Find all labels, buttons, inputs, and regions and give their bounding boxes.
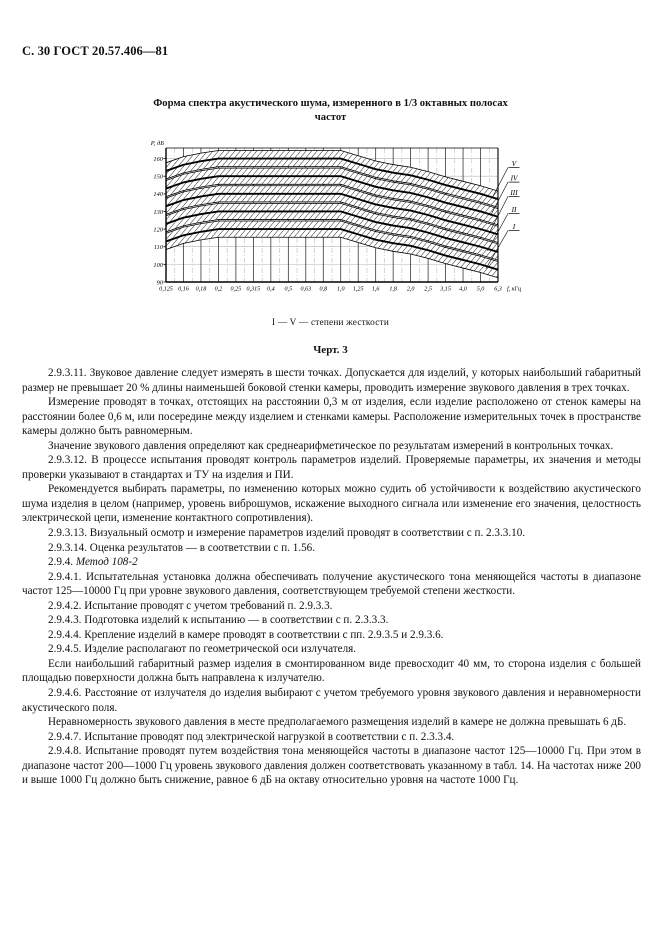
svg-text:150: 150 bbox=[153, 173, 163, 181]
svg-text:0,8: 0,8 bbox=[319, 286, 328, 293]
figure-title bbox=[0, 97, 661, 125]
svg-text:0,18: 0,18 bbox=[195, 286, 207, 293]
svg-text:4,0: 4,0 bbox=[459, 286, 467, 293]
svg-text:1,25: 1,25 bbox=[352, 286, 364, 293]
figure-title-line-2: частот bbox=[314, 112, 347, 123]
svg-text:I: I bbox=[512, 223, 516, 231]
body-paragraph: 2.9.4.6. Расстояние от излучателя до изделия выбирают с учетом требуемого уровня звукового давления и неравномерности акустического поля. bbox=[22, 687, 641, 714]
svg-text:0,25: 0,25 bbox=[230, 286, 242, 293]
svg-text:3,15: 3,15 bbox=[440, 286, 451, 293]
running-head: С. 30 ГОСТ 20.57.406—81 bbox=[22, 44, 169, 58]
body-paragraph: Неравномерность звукового давления в месте предполагаемого размещения изделий в камере не должна превышать 6 дБ. bbox=[48, 716, 627, 729]
svg-text:III: III bbox=[510, 189, 518, 197]
body-paragraph: Если наибольший габаритный размер изделия в смонтированном виде превосходит 40 мм, то сторона изделия с большей площадью поверхности должна быть направлена к излучателю. bbox=[22, 657, 641, 685]
body-paragraph: 2.9.3.11. Звуковое давление следует измерять в шести точках. Допускается для изделий, у которых наибольший габаритный размер не превышает 20 % длины наименьшей боковой стенки камеры, проводить измерение звукового давления в трех точках. bbox=[22, 367, 641, 394]
svg-text:100: 100 bbox=[153, 261, 163, 269]
method-heading: 2.9.4. Метод 108-2 bbox=[48, 556, 138, 569]
svg-text:0,2: 0,2 bbox=[214, 286, 223, 293]
svg-text:5,0: 5,0 bbox=[476, 286, 485, 293]
acoustic-noise-spectrum-chart bbox=[132, 136, 532, 311]
body-paragraph: 2.9.4.8. Испытание проводят путем воздействия тона меняющейся частоты в диапазоне частот 125—10000 Гц. При этом в диапазоне частот 200—1000 Гц уровень звукового давления должен соответствовать указанному в табл. 14. На частотах ниже 200 и выше 1000 Гц должно быть снижение, равное 6 дБ на октаву относительно уровня на частоте 1000 Гц. bbox=[22, 745, 641, 787]
svg-text:IV: IV bbox=[510, 174, 518, 183]
svg-text:2,5: 2,5 bbox=[424, 286, 432, 293]
body-paragraph: Измерение проводят в точках, отстоящих на расстоянии 0,3 м от изделия, если изделие расположено от стенок камеры на расстоянии более 0,6 м, или посередине между изделием и стенками камеры. Расположение измерительных точек в пространстве камеры должно быть равномерным. bbox=[22, 396, 641, 438]
body-paragraph: 2.9.4.7. Испытание проводят под электрической нагрузкой в соответствии с п. 2.3.3.4. bbox=[48, 730, 455, 743]
body-paragraph: 2.9.3.13. Визуальный осмотр и измерение параметров изделий проводят в соответствии с п. 2.3.3.10. bbox=[48, 527, 526, 540]
svg-text:120: 120 bbox=[153, 226, 163, 234]
figure-title-line-1: Форма спектра акустического шума, измеренного в 1/3 октавных полосах bbox=[153, 98, 508, 109]
figure-legend bbox=[0, 318, 661, 328]
svg-text:0,63: 0,63 bbox=[300, 286, 312, 293]
body-paragraph: Рекомендуется выбирать параметры, по изменению которых можно судить об устойчивости к воздействию акустического шума изделия в целом (например, уровень виброшумов, искажение выходного сигнала или изменение его значения, целостность электрической цепи, изменение контактного сопротивления). bbox=[22, 483, 641, 525]
svg-text:140: 140 bbox=[153, 191, 163, 199]
body-paragraph: 2.9.3.12. В процессе испытания проводят контроль параметров изделий. Проверяемые параметры, их значения и методы проверки указывают в стандартах и ТУ на изделия и ПИ. bbox=[22, 454, 641, 481]
svg-text:0,125: 0,125 bbox=[159, 286, 173, 293]
svg-text:130: 130 bbox=[153, 208, 163, 216]
svg-text:II: II bbox=[511, 206, 517, 214]
chart-svg bbox=[132, 136, 532, 311]
figure-number: Черт. 3 bbox=[313, 344, 348, 356]
body-paragraph: Значение звукового давления определяют как среднеарифметическое по результатам измерений в контрольных точках. bbox=[48, 439, 614, 452]
body-text bbox=[22, 366, 641, 788]
svg-text:0,5: 0,5 bbox=[284, 286, 293, 293]
svg-text:160: 160 bbox=[153, 155, 163, 163]
svg-text:1,0: 1,0 bbox=[336, 286, 345, 293]
svg-text:0,4: 0,4 bbox=[267, 286, 275, 293]
svg-text:2,0: 2,0 bbox=[406, 286, 415, 293]
svg-text:0,16: 0,16 bbox=[178, 286, 189, 293]
body-paragraph: 2.9.4.5. Изделие располагают по геометрической оси излучателя. bbox=[48, 643, 357, 656]
body-paragraph: 2.9.4.2. Испытание проводят с учетом требований п. 2.9.3.3. bbox=[48, 599, 333, 612]
body-paragraph: 2.9.4.3. Подготовка изделий к испытанию — в соответствии с п. 2.3.3.3. bbox=[48, 614, 389, 627]
method-heading-title: Метод 108-2 bbox=[75, 556, 138, 569]
svg-text:1,8: 1,8 bbox=[389, 286, 397, 293]
svg-text:1,6: 1,6 bbox=[371, 286, 380, 293]
figure-legend-text: I — V — степени жесткости bbox=[272, 318, 389, 328]
svg-text:0,315: 0,315 bbox=[246, 286, 261, 293]
body-paragraph: 2.9.3.14. Оценка результатов — в соответствии с п. 1.56. bbox=[48, 541, 316, 554]
body-paragraph: 2.9.4.4. Крепление изделий в камере проводят в соответствии с пп. 2.9.3.5 и 2.9.3.6. bbox=[48, 628, 444, 641]
svg-text:90: 90 bbox=[156, 279, 163, 287]
svg-text:110: 110 bbox=[153, 244, 163, 252]
svg-text:6,3: 6,3 bbox=[494, 286, 502, 293]
svg-text:V: V bbox=[511, 160, 517, 168]
svg-text:P, дБ: P, дБ bbox=[150, 140, 164, 147]
body-paragraph: 2.9.4.1. Испытательная установка должна обеспечивать получение акустического тона меняющейся частоты в диапазоне частот 125—10000 Гц при уровне звукового давления, соответствующем требуемой степени жесткости. bbox=[22, 570, 641, 598]
svg-text:f, кГц: f, кГц bbox=[506, 286, 522, 293]
